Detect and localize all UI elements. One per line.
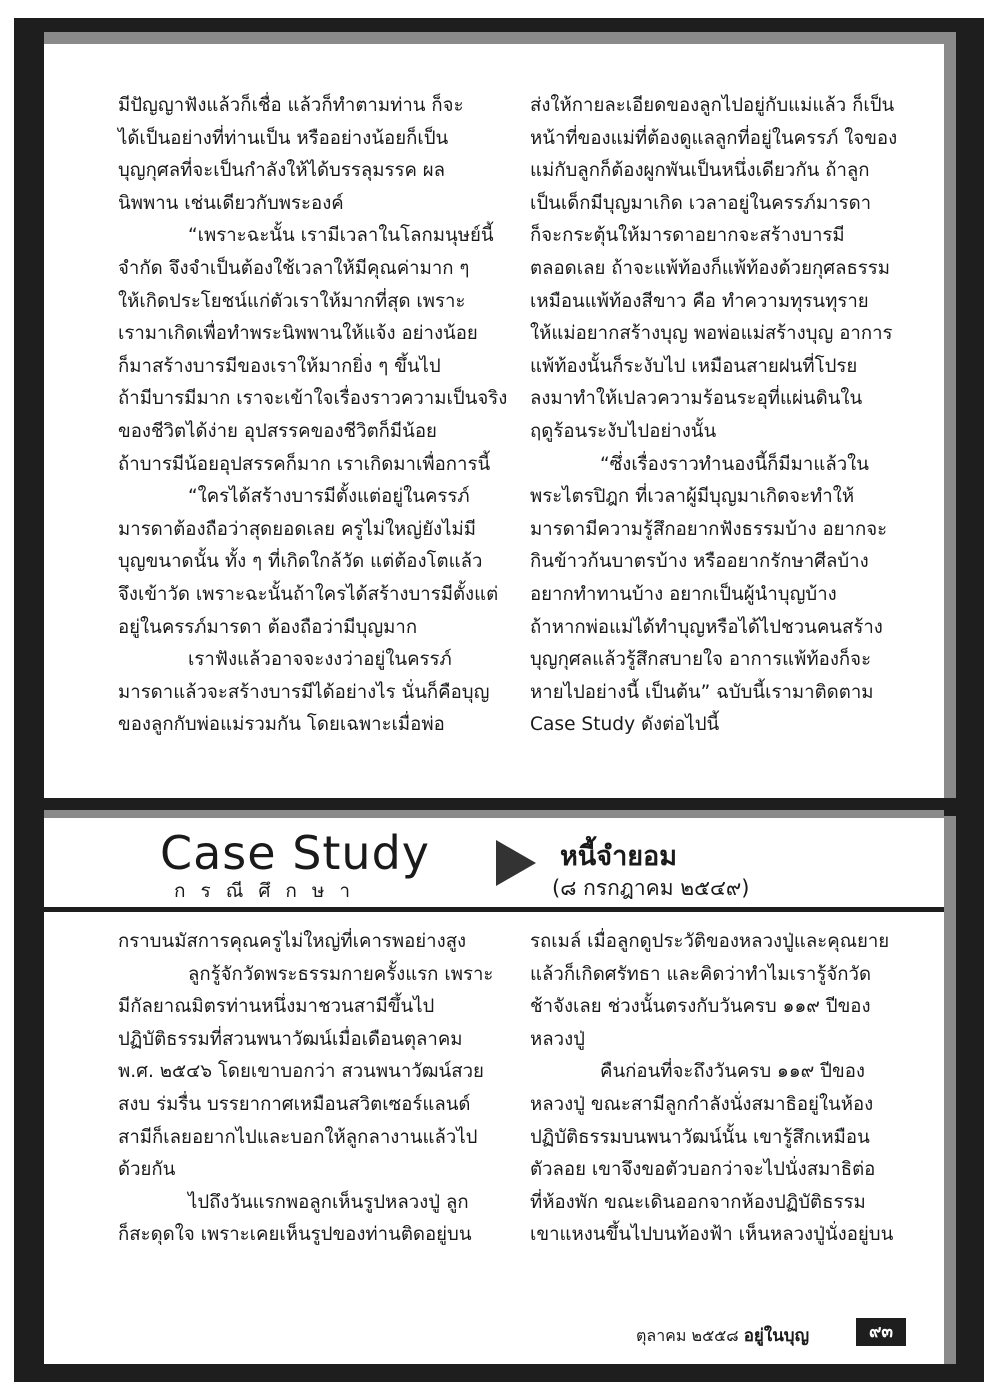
text-line: แล้วก็เกิดศรัทธา และคิดว่าทำไมเรารู้จักวัด [530,963,872,985]
text-line: ของลูกกับพ่อแม่รวมกัน โดยเฉพาะเมื่อพ่อ [118,714,445,736]
text-line: เหมือนแพ้ท้องสีขาว คือ ทำความทุรนทุราย [530,290,869,312]
text-line: บุญกุศลที่จะเป็นกำลังให้ได้บรรลุมรรค ผล [118,160,446,182]
text-line: เป็นเด็กมีบุญมาเกิด เวลาอยู่ในครรภ์มารดา [530,192,872,214]
text-line: รถเมล์ เมื่อลูกดูประวัติของหลวงปู่และคุณยาย [530,931,890,952]
text-line: ลงมาทำให้เปลวความร้อนระอุที่แผ่นดินใน [530,388,863,410]
text-line: มีปัญญาฟังแล้วก็เชื่อ แล้วก็ทำตามท่าน ก็จะ [118,95,464,116]
text-line: สงบ ร่มรื่น บรรยากาศเหมือนสวิตเซอร์แลนด์ [118,1093,471,1115]
frame-left-bar [14,18,44,1382]
text-line: ของชีวิตได้ง่าย อุปสรรคของชีวิตก็มีน้อย [118,420,437,442]
page-number: ๙๓ [856,1318,906,1346]
text-line: ก็มาสร้างบารมีของเราให้มากยิ่ง ๆ ขึ้นไป [118,355,441,377]
text-line: “ซึ่งเรื่องราวทำนองนี้ก็มีมาแล้วใน [600,453,869,475]
text-line: มารดาต้องถือว่าสุดยอดเลย ครูไม่ใหญ่ยังไม่มี [118,518,476,540]
text-line: นิพพาน เช่นเดียวกับพระองค์ [118,192,344,214]
text-line: ถ้าบารมีน้อยอุปสรรคก็มาก เราเกิดมาเพื่อการนี้ [118,453,491,475]
text-line: “เพราะฉะนั้น เรามีเวลาในโลกมนุษย์นี้ [188,225,494,247]
frame-right-stripe [944,32,956,1382]
text-line: เขาแหงนขึ้นไปบนท้องฟ้า เห็นหลวงปู่นั่งอยู่บน [530,1224,894,1246]
text-line: หลวงปู่ [530,1028,585,1050]
text-line: ฤดูร้อนระงับไปอย่างนั้น [530,420,717,442]
bottom-right-column [530,926,908,1252]
frame-top-stripe [14,32,944,44]
text-line: ปฏิบัติธรรมบนพนาวัฒน์นั้น เขารู้สึกเหมือน [530,1126,870,1148]
text-line: จึงเข้าวัด เพราะฉะนั้นถ้าใครได้สร้างบารมีตั้งแต่ [118,583,499,605]
text-line: ไปถึงวันแรกพอลูกเห็นรูปหลวงปู่ ลูก [188,1191,469,1213]
top-left-column [118,90,508,742]
text-line: บุญกุศลแล้วรู้สึกสบายใจ อาการแพ้ท้องก็จะ [530,649,872,671]
footer-magazine-name: อยู่ในบุญ [743,1326,810,1346]
text-line: “ใครได้สร้างบารมีตั้งแต่อยู่ในครรภ์ [188,486,470,508]
case-study-date: (๘ กรกฎาคม ๒๕๔๙) [552,876,750,900]
text-line: เรามาเกิดเพื่อทำพระนิพพานให้แจ้ง อย่างน้อย [118,323,478,345]
text-line: มีกัลยาณมิตรท่านหนึ่งมาชวนสามีขึ้นไป [118,996,435,1018]
text-line: มารดามีความรู้สึกอยากฟังธรรมบ้าง อยากจะ [530,518,888,540]
text-line: จำกัด จึงจำเป็นต้องใช้เวลาให้มีคุณค่ามาก ๆ [118,257,470,279]
text-line: กินข้าวก้นบาตรบ้าง หรืออยากรักษาศีลบ้าง [530,551,869,573]
text-line: ส่งให้กายละเอียดของลูกไปอยู่กับแม่แล้ว ก็เป็น [530,95,895,116]
frame-bottom-bar [14,1364,984,1382]
text-line: ให้เกิดประโยชน์แก่ตัวเราให้มากที่สุด เพราะ [118,290,466,312]
footer-issue [636,1322,809,1349]
section-divider-stripe [44,810,944,818]
text-line: ด้วยกัน [118,1159,176,1181]
text-line: หายไปอย่างนี้ เป็นต้น” ฉบับนี้เรามาติดตาม [530,681,874,703]
text-line: Case Study ดังต่อไปนี้ [530,714,720,736]
text-line: ลูกรู้จักวัดพระธรรมกายครั้งแรก เพราะ [188,963,494,985]
case-study-title: Case Study [160,826,431,880]
text-line: กราบนมัสการคุณครูไม่ใหญ่ที่เคารพอย่างสูง [118,931,467,952]
text-line: ที่ห้องพัก ขณะเดินออกจากห้องปฏิบัติธรรม [530,1191,866,1213]
bottom-left-column [118,926,496,1252]
text-line: บุญขนาดนั้น ทั้ง ๆ ที่เกิดใกล้วัด แต่ต้องโตแล้ว [118,551,483,573]
case-study-heading: หนี้จำยอม [560,841,678,872]
text-line: ถ้าหากพ่อแม่ได้ทำบุญหรือได้ไปชวนคนสร้าง [530,616,883,638]
text-line: ก็สะดุดใจ เพราะเคยเห็นรูปของท่านติดอยู่บน [118,1224,472,1246]
text-line: ถ้ามีบารมีมาก เราจะเข้าใจเรื่องราวความเป็นจริง [118,388,508,410]
case-study-subtitle: กรณีศึกษา [174,880,366,902]
triangle-right-icon [494,838,538,888]
footer-month-year: ตุลาคม ๒๕๕๘ [636,1326,739,1345]
text-line: ให้แม่อยากสร้างบุญ พอพ่อแม่สร้างบุญ อาการ [530,323,893,345]
frame-right-stripe-lower [944,816,956,912]
text-line: ก็จะกระตุ้นให้มารดาอยากจะสร้างบารมี [530,225,845,247]
text-line: คืนก่อนที่จะถึงวันครบ ๑๑๙ ปีของ [600,1061,865,1083]
text-line: แพ้ท้องนั้นก็ระงับไป เหมือนสายฝนที่โปรย [530,355,858,377]
text-line: ปฏิบัติธรรมที่สวนพนาวัฒน์เมื่อเดือนตุลาคม [118,1028,463,1050]
text-line: สามีก็เลยอยากไปและบอกให้ลูกลางานแล้วไป [118,1126,478,1148]
text-line: เราฟังแล้วอาจจะงงว่าอยู่ในครรภ์ [188,649,452,671]
case-study-underline [44,907,944,912]
text-line: พระไตรปิฎก ที่เวลาผู้มีบุญมาเกิดจะทำให้ [530,486,855,508]
text-line: อยากทำทานบ้าง อยากเป็นผู้นำบุญบ้าง [530,583,837,605]
text-line: ได้เป็นอย่างที่ท่านเป็น หรืออย่างน้อยก็เป็น [118,127,449,149]
text-line: ตลอดเลย ถ้าจะแพ้ท้องก็แพ้ท้องด้วยกุศลธรรม [530,257,891,279]
text-line: อยู่ในครรภ์มารดา ต้องถือว่ามีบุญมาก [118,616,418,638]
text-line: พ.ศ. ๒๕๔๖ โดยเขาบอกว่า สวนพนาวัฒน์สวย [118,1061,484,1083]
text-line: มารดาแล้วจะสร้างบารมีได้อย่างไร นั่นก็คือบุญ [118,681,490,703]
text-line: ตัวลอย เขาจึงขอตัวบอกว่าจะไปนั่งสมาธิต่อ [530,1159,876,1181]
text-line: หลวงปู่ ขณะสามีลูกกำลังนั่งสมาธิอยู่ในห้อง [530,1093,874,1115]
top-right-column [530,90,908,742]
text-line: ช้าจังเลย ช่วงนั้นตรงกับวันครบ ๑๑๙ ปีของ [530,996,871,1018]
text-line: แม่กับลูกก็ต้องผูกพันเป็นหนึ่งเดียวกัน ถ้าลูก [530,160,870,182]
text-line: หน้าที่ของแม่ที่ต้องดูแลลูกที่อยู่ในครรภ์ ใจของ [530,127,898,149]
